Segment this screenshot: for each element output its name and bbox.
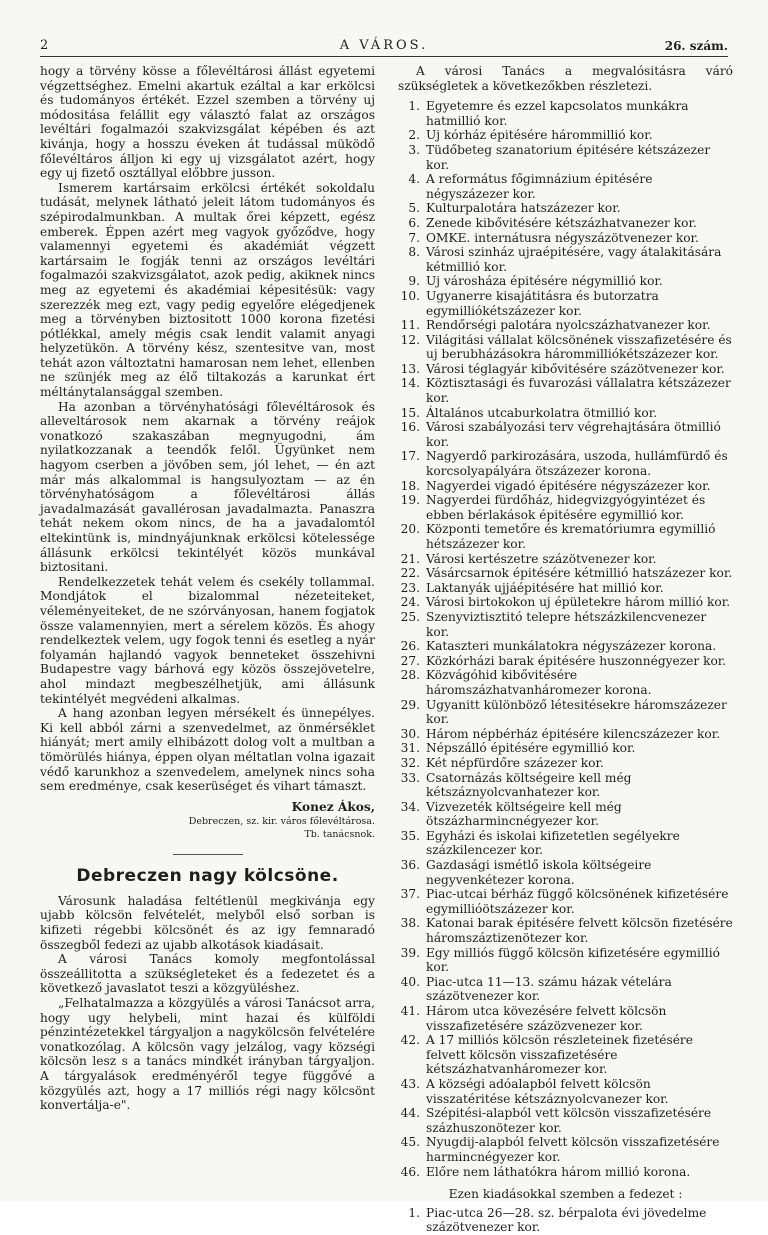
item-number: 24. — [400, 595, 420, 610]
item-number: 1. — [408, 1205, 420, 1220]
paragraph: „Felhatalmazza a közgyülés a városi Tanácsot arra, hogy ugy helybeli, mint hazai és külföldi pénzintézetekkel tárgyaljon a nagykölcsön felvételére vonatkozólag. A kölcsön vagy jelzálog, vagy községi kölcsön lesz s a tanács mindkét irányban tárgyaljon. A tárgyalások eredményéről tegye függővé a közgyülés azt, hogy a 17 milliós régi nagy kölcsönt konvertálja-e". — [40, 996, 375, 1113]
list-item — [398, 143, 733, 172]
item-number: 19. — [400, 493, 420, 508]
item-number: 28. — [400, 668, 420, 683]
paragraph: A hang azonban legyen mérsékelt és ünnepélyes. Ki kell abból zárni a szenvedelmet, az önmérséklet hiányát; mert amily elhibázott dolog volt a multban a tömörülés hiánya, éppen olyan méltatlan volna igazait védő karunkhoz a szenvedelem, amelynek nincs soha sem eredménye, csak keserüséget és vihart támaszt. — [40, 706, 375, 794]
item-number: 16. — [400, 420, 420, 435]
item-text: Közkórházi barak épitésére huszonnégyezer kor. — [426, 653, 727, 668]
item-text: Városi szabályozási terv végrehajtására ötmillió kor. — [426, 420, 721, 449]
item-text: Nagyerdei fürdőház, hidegvizgyógyintézet és ebben bérlakások épitésére egymillió kor. — [426, 493, 706, 522]
list-item — [398, 231, 733, 246]
list-item — [398, 610, 733, 639]
paragraph: Ha azonban a törvényhatósági főlevéltárosok és alleveltárosok nem akarnak a törvény reájok vonatkozó szakaszában megnyugodni, ám nyilatkozzanak a teendők felől. Ügyünket nem hagyom cserben a jövőben sem, jól lehet, — én azt már más alkalommal is hangsulyoztam — az én törvényhatóságom a főlevéltárosi állás javadalmazását gavallérosan javadalmazta. Panaszra tehát nekem okom nincs, de ha a javadalomtól eltekintünk is, mindnyájunknak erkölcsi kötelessége állásunk erkölcsi tekintélyét közös munkával biztositani. — [40, 399, 375, 575]
list-item — [398, 479, 733, 494]
item-text: OMKE. internátusra négyszázötvenezer kor. — [426, 230, 699, 245]
item-text: A községi adóalapból felvett kölcsön visszatéritése kétszáznyolcvanezer kor. — [426, 1076, 669, 1106]
item-text: Közvágóhid kibővitésére háromszázhatvanháromezer korona. — [426, 668, 652, 697]
list-item — [398, 741, 733, 756]
item-number: 31. — [400, 741, 420, 756]
item-number: 40. — [400, 974, 420, 989]
list-item — [398, 333, 733, 362]
list-item — [398, 449, 733, 478]
right-column — [398, 64, 733, 1235]
item-number: 35. — [400, 828, 420, 843]
item-number: 15. — [400, 405, 420, 420]
item-number: 23. — [400, 580, 420, 595]
item-text: Egyetemre és ezzel kapcsolatos munkákra hatmillió kor. — [426, 99, 689, 128]
list-item — [398, 376, 733, 405]
item-number: 14. — [400, 376, 420, 391]
item-number: 2. — [408, 128, 420, 143]
item-text: Katonai barak épitésére felvett kölcsön fizetésére háromszáztizenötezer kor. — [426, 916, 733, 946]
list-item — [398, 581, 733, 596]
item-number: 3. — [408, 142, 420, 157]
item-number: 37. — [400, 887, 420, 902]
list-item — [398, 289, 733, 318]
page-number: 2 — [40, 38, 49, 53]
item-text: Két népfürdőre százezer kor. — [426, 755, 604, 770]
list-item — [398, 800, 733, 829]
list-item — [398, 887, 733, 916]
left-column — [40, 64, 375, 1113]
item-number: 7. — [408, 230, 420, 245]
item-number: 26. — [400, 639, 420, 654]
item-text: Nyugdij-alapból felvett kölcsön visszafizetésére harmincnégyezer kor. — [426, 1135, 720, 1164]
list-item — [398, 172, 733, 201]
item-text: Köztisztasági és fuvarozási vállalatra kétszázezer kor. — [426, 376, 731, 406]
list-item — [398, 975, 733, 1004]
item-text: Egyházi és iskolai kifizetetlen segélyekre százkilencezer kor. — [426, 828, 680, 858]
paragraph: Rendelkezzetek tehát velem és csekély tollammal. Mondjátok el bizalommal nézeteiteket, véleményeiteket, de ne szórványosan, hanem fogjatok össze valamennyien, mert a sérelem közös. És ahogy rendelkeztek velem, ugy fogok tenni és esetleg a nyár folyamán hajlandó vagyok benneteket összehivni Budapestre vagy bárhová egy közös összejövetelre, ahol mindazt megbeszélhetjük, ami állásunk tekintélyét megvédeni alkalmas. — [40, 574, 375, 706]
paragraph: Városunk haladása feltétlenül megkivánja egy ujabb kölcsön felvételét, melyből első sorban is kifizeti régebbi kölcsönét és az igy femnaradó összegből fedezi az ujabb alkotások kiadásait. — [40, 893, 375, 952]
item-text: Három népbérház épitésére kilencszázezer kor. — [426, 726, 721, 741]
list-item — [398, 318, 733, 333]
item-text: Nagyerdei vigadó épitésére négyszázezer kor. — [426, 478, 711, 493]
item-number: 1. — [408, 99, 420, 114]
item-text: Csatornázás költségeire kell még kétszáznyolcvanhatezer kor. — [426, 770, 632, 800]
item-text: Világitási vállalat kölcsönének visszafizetésére és uj berubházásokra hárommilliókétszázezer kor. — [426, 332, 732, 362]
list-item — [398, 1077, 733, 1106]
item-text: Városi szinház ujraépitésére, vagy átalakitására kétmillió kor. — [426, 245, 722, 274]
list-item — [398, 1206, 733, 1235]
paragraph: hogy a törvény kösse a főlevéltárosi állást egyetemi végzettséghez. Emelni akartuk ezáltal a kar erkölcsi és tudományos értékét. Ezzel szemben a törvény uj módositása felállit egy választó falat az országos levéltári fogalmazói szakvizsgálat képében és azt kivánja, hogy a hosszu éveken át tudással müködő főlevéltáros álljon ki egy uj vizsgálatot azért, hogy egy uj fizető osztállyal előbbre jusson. — [40, 64, 375, 181]
page-header — [40, 36, 728, 57]
item-number: 25. — [400, 609, 420, 624]
item-text: Szenyviztisztitó telepre hétszázkilencvenezer kor. — [426, 609, 707, 639]
item-text: Központi temetőre és krematóriumra egymillió hétszázezer kor. — [426, 522, 716, 551]
list-item — [398, 406, 733, 421]
list-item — [398, 698, 733, 727]
list-item — [398, 1135, 733, 1164]
item-number: 32. — [400, 755, 420, 770]
list-item — [398, 946, 733, 975]
issue-number: 26. szám. — [664, 39, 728, 53]
item-text: Három utca kövezésére felvett kölcsön visszafizetésére százözvenezer kor. — [426, 1004, 667, 1033]
list-item — [398, 639, 733, 654]
list-item — [398, 829, 733, 858]
coverage-intro: Ezen kiadásokkal szemben a fedezet : — [448, 1187, 683, 1202]
item-number: 22. — [400, 566, 420, 581]
list-item — [398, 201, 733, 216]
list-item — [398, 727, 733, 742]
item-text: Zenede kibővitésére kétszázhatvanezer kor. — [426, 215, 697, 230]
list-item — [398, 1033, 733, 1077]
item-text: Piac-utca 11—13. számu házak vételára százötvenezer kor. — [426, 974, 672, 1004]
item-number: 45. — [400, 1135, 420, 1150]
list-item — [398, 595, 733, 610]
item-number: 27. — [400, 653, 420, 668]
item-text: Nagyerdő parkirozására, uszoda, hullámfürdő és korcsolyapályára ötszázezer korona. — [426, 449, 728, 479]
item-text: Piac-utcai bérház függő kölcsönének kifizetésére egymillióötszázezer kor. — [426, 887, 729, 916]
list-item — [398, 362, 733, 377]
list-item — [398, 522, 733, 551]
item-number: 6. — [408, 215, 420, 230]
item-text: A református főgimnázium épitésére négyszázezer kor. — [426, 172, 653, 201]
list-item — [398, 245, 733, 274]
item-text: Vizvezeték költségeire kell még ötszázharmincnégyezer kor. — [426, 799, 622, 829]
item-text: Uj városháza épitésére négymillió kor. — [426, 274, 663, 289]
list-item — [398, 1165, 733, 1180]
item-number: 41. — [400, 1004, 420, 1018]
item-number: 9. — [408, 274, 420, 289]
item-text: Ugyanitt különböző létesitésekre háromszázezer kor. — [426, 697, 727, 727]
item-number: 43. — [400, 1076, 420, 1091]
item-number: 36. — [400, 858, 420, 873]
item-number: 17. — [400, 449, 420, 464]
author-title: Tb. tanácsnok. — [304, 829, 375, 841]
item-text: Rendőrségi palotára nyolcszázhatvanezer kor. — [426, 318, 711, 333]
item-number: 5. — [408, 201, 420, 216]
item-text: Uj kórház épitésére hárommillió kor. — [426, 128, 653, 143]
item-text: Laktanyák ujjáépitésére hat millió kor. — [426, 580, 664, 595]
item-text: Piac-utca 26—28. sz. bérpalota évi jövedelme százötvenezer kor. — [426, 1205, 707, 1235]
item-text: A 17 milliós kölcsön részleteinek fizetésére felvett kölcsön visszafizetésére kétszázhatvanháromezer kor. — [426, 1033, 693, 1077]
item-number: 11. — [400, 318, 420, 333]
item-number: 46. — [400, 1164, 420, 1179]
item-number: 44. — [400, 1106, 420, 1121]
list-item — [398, 771, 733, 800]
item-number: 30. — [400, 726, 420, 741]
item-text: Ugyanerre kisajátitásra és butorzatra egymilliókétszázezer kor. — [426, 288, 659, 318]
paragraph: A városi Tanács komoly megfontolással összeállitotta a szükségleteket és a fedezetet és a következő javaslatot teszi a közgyüléshez. — [40, 952, 375, 996]
item-number: 21. — [400, 551, 420, 566]
list-item — [398, 128, 733, 143]
list-item — [398, 916, 733, 945]
item-number: 38. — [400, 916, 420, 931]
list-item — [398, 274, 733, 289]
item-number: 33. — [400, 770, 420, 785]
item-text: Szépitési-alapból vett kölcsön visszafizetésére százhuszonötezer kor. — [426, 1106, 712, 1135]
needs-intro: A városi Tanács a megvalósitásra váró szükségletek a következőkben részletezi. — [398, 64, 733, 93]
item-number: 34. — [400, 799, 420, 814]
list-item — [398, 756, 733, 771]
item-text: Egy milliós függő kölcsön kifizetésére egymillió kor. — [426, 945, 720, 975]
item-number: 20. — [400, 522, 420, 537]
item-number: 8. — [408, 245, 420, 260]
coverage-list — [398, 1206, 733, 1235]
article-title: Debreczen nagy kölcsöne. — [76, 866, 339, 887]
item-text: Gazdasági ismétlő iskola költségeire negyvenkétezer korona. — [426, 858, 652, 887]
item-text: Általános utcaburkolatra ötmillió kor. — [426, 405, 658, 420]
author-signature: Konez Ákos, — [291, 799, 375, 814]
section-divider — [173, 854, 243, 855]
item-text: Városi birtokokon uj épületekre három millió kor. — [426, 595, 731, 610]
item-number: 13. — [400, 361, 420, 376]
list-item — [398, 654, 733, 669]
item-text: Városi kertészetre százötvenezer kor. — [426, 551, 657, 566]
list-item — [398, 668, 733, 697]
item-text: Városi téglagyár kibővitésére százötvenezer kor. — [426, 361, 725, 376]
item-text: Előre nem láthatókra három millió korona. — [426, 1164, 691, 1179]
list-item — [398, 99, 733, 128]
item-text: Kulturpalotára hatszázezer kor. — [426, 201, 621, 216]
item-number: 12. — [400, 332, 420, 347]
item-number: 4. — [408, 172, 420, 187]
item-number: 18. — [400, 478, 420, 493]
item-text: Kataszteri munkálatokra négyszázezer korona. — [426, 639, 717, 654]
list-item — [398, 1106, 733, 1135]
list-item — [398, 858, 733, 887]
author-affiliation: Debreczen, sz. kir. város főlevéltárosa. — [188, 816, 375, 828]
item-text: Népszálló épitésére egymillió kor. — [426, 741, 636, 756]
list-item — [398, 552, 733, 567]
list-item — [398, 1004, 733, 1033]
item-text: Tüdőbeteg szanatorium épitésére kétszázezer kor. — [426, 142, 711, 172]
item-number: 29. — [400, 697, 420, 712]
needs-list — [398, 99, 733, 1179]
item-number: 10. — [400, 288, 420, 303]
list-item — [398, 216, 733, 231]
newspaper-title: A VÁROS. — [339, 38, 429, 53]
item-number: 39. — [400, 945, 420, 960]
list-item — [398, 493, 733, 522]
item-number: 42. — [400, 1033, 420, 1048]
paragraph: Ismerem kartársaim erkölcsi értékét sokoldalu tudását, melynek látható jeleit látom tudományos és szépirodalmunkban. A multak őrei képzett, egész emberek. Éppen azért meg vagyok győződve, hogy valamennyi egyetemi és akadémiát végzett kartársaim le fogják tenni az országos levéltári fogalmazói szakvizsgálatot, azok pedig, akiknek nincs meg az egyetemi és akadémiai képesitésük: vagy szerezzék meg ezt, vagy pedig egyelőre elégedjenek meg a törvényben biztositott 1000 korona fizetési pótlékkal, amely mégis csak lendit valamit anyagi helyzetükön. A törvény kész, szentesitve van, most tehát azon változtatni hamarosan nem lehet, ellenben ne szünjék meg az élő tiltakozás a karunkat ért méltánytalansággal szemben. — [40, 180, 375, 400]
list-item — [398, 566, 733, 581]
list-item — [398, 420, 733, 449]
item-text: Vásárcsarnok épitésére kétmillió hatszázezer kor. — [426, 566, 733, 581]
